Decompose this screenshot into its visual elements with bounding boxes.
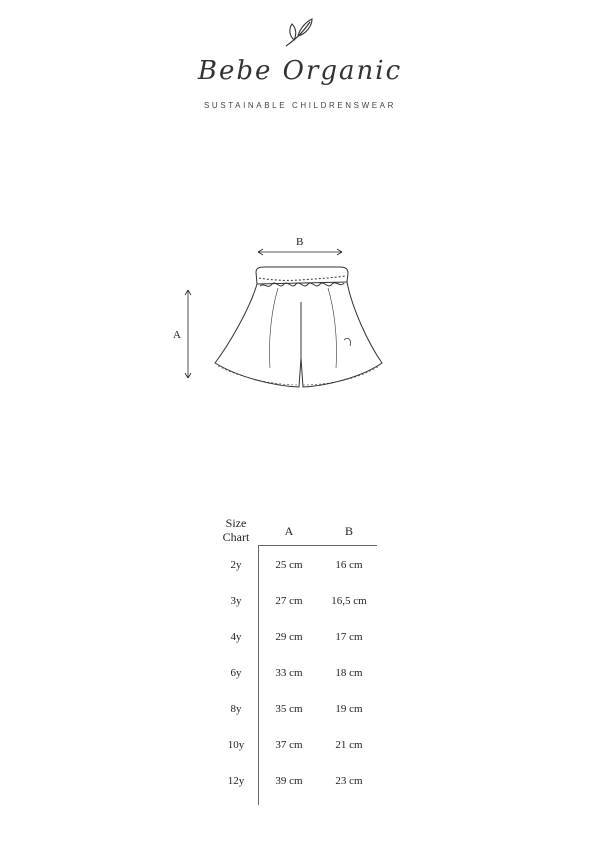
column-header-a: A — [284, 524, 294, 538]
brand-tagline: SUSTAINABLE CHILDRENSWEAR — [204, 101, 396, 110]
measurement-a-cell: 29 cm — [275, 631, 303, 643]
width-label: B — [296, 236, 304, 248]
size-cell: 2y — [230, 559, 242, 571]
size-chart-header: Size Chart — [222, 516, 250, 544]
measurement-a-cell: 35 cm — [275, 703, 303, 715]
length-arrow — [185, 290, 191, 378]
measurement-b-cell: 16,5 cm — [331, 595, 367, 607]
shorts-measurement-diagram — [160, 228, 400, 398]
measurement-a-cell: 33 cm — [275, 667, 303, 679]
shorts-outline — [215, 267, 382, 387]
measurement-b-cell: 21 cm — [335, 739, 363, 751]
table-row — [200, 595, 400, 611]
measurement-a-cell: 27 cm — [275, 595, 303, 607]
size-cell: 10y — [227, 739, 245, 751]
size-cell: 12y — [227, 775, 245, 787]
size-cell: 8y — [230, 703, 242, 715]
measurement-a-cell: 37 cm — [275, 739, 303, 751]
header-divider — [259, 545, 377, 546]
measurement-b-cell: 17 cm — [335, 631, 363, 643]
column-header-b: B — [344, 524, 353, 538]
table-row — [200, 703, 400, 719]
measurement-a-cell: 25 cm — [275, 559, 303, 571]
measurement-b-cell: 16 cm — [335, 559, 363, 571]
size-cell: 4y — [230, 631, 242, 643]
table-row — [200, 775, 400, 791]
table-row — [200, 559, 400, 575]
table-row — [200, 667, 400, 683]
length-label: A — [173, 329, 181, 341]
size-chart — [200, 514, 400, 814]
size-cell: 3y — [230, 595, 242, 607]
leaf-logo-icon — [280, 14, 320, 54]
size-cell: 6y — [230, 667, 242, 679]
width-arrow — [258, 249, 342, 255]
table-row — [200, 631, 400, 647]
measurement-b-cell: 18 cm — [335, 667, 363, 679]
brand-name: Bebe Organic — [197, 56, 403, 86]
measurement-b-cell: 19 cm — [335, 703, 363, 715]
measurement-a-cell: 39 cm — [275, 775, 303, 787]
measurement-b-cell: 23 cm — [335, 775, 363, 787]
brand-header — [0, 0, 600, 130]
table-row — [200, 739, 400, 755]
